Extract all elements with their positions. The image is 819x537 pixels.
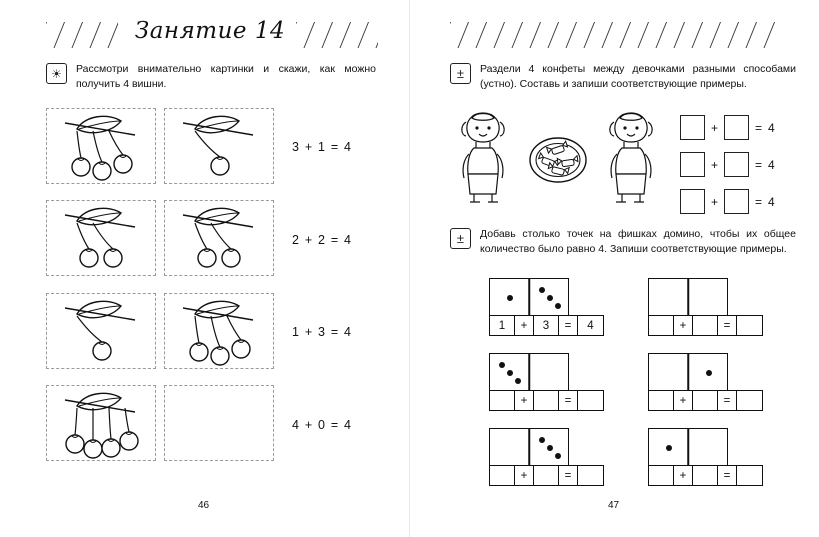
domino-tile <box>489 428 569 468</box>
task-1-text: Рассмотри внимательно картинки и скажи, как можно получить 4 вишни. <box>76 63 376 91</box>
plus-sign: + <box>674 466 693 485</box>
answer-strip <box>489 390 604 411</box>
answer-cell-b[interactable]: 3 <box>534 316 559 335</box>
answer-cell-b[interactable] <box>693 391 718 410</box>
cherry-cell-left <box>46 200 156 276</box>
decorative-hatch-top <box>450 22 780 48</box>
cherry-cell-left <box>46 385 156 461</box>
equals-sign: = <box>718 391 737 410</box>
decorative-hatch-left <box>46 22 118 48</box>
domino-pip <box>666 445 672 451</box>
cherry-cell-left <box>46 293 156 369</box>
answer-box[interactable] <box>724 115 749 140</box>
domino-pip <box>547 295 553 301</box>
plus-minus-icon: ± <box>450 63 471 84</box>
cherry-row <box>46 108 278 184</box>
answer-cell-a[interactable] <box>649 316 674 335</box>
answer-strip <box>489 465 604 486</box>
cherry-drawing <box>165 294 275 370</box>
domino-pip <box>555 303 561 309</box>
answer-cell-c[interactable]: 4 <box>587 319 594 332</box>
answer-strip <box>648 465 763 486</box>
page-title: Занятие 14 <box>134 18 286 44</box>
cherry-drawing <box>47 294 157 370</box>
page-number-left: 46 <box>198 500 210 511</box>
task-3-text: Добавь столько точек на фишках домино, чтобы их общее количество было равно 4. Запиши соответствующие примеры. <box>480 228 796 256</box>
equals-sign: = <box>559 391 578 410</box>
girls-with-candy-illustration <box>458 108 658 206</box>
cherry-drawing <box>165 201 275 277</box>
answer-box[interactable] <box>724 189 749 214</box>
sum-line <box>680 189 775 214</box>
answer-cell-a[interactable] <box>490 466 515 485</box>
cherry-drawing <box>47 386 157 462</box>
answer-cell-a[interactable] <box>649 391 674 410</box>
equation: 1 + 3 = 4 <box>292 325 353 339</box>
answer-box[interactable] <box>724 152 749 177</box>
decorative-hatch-right <box>296 22 378 48</box>
plus-sign: + <box>515 391 534 410</box>
equation: 4 + 0 = 4 <box>292 418 353 432</box>
domino-divider <box>528 354 530 392</box>
domino-divider <box>687 429 689 467</box>
page-number-right: 47 <box>608 500 620 511</box>
domino-pip <box>515 378 521 384</box>
equation: 2 + 2 = 4 <box>292 233 353 247</box>
domino-pip <box>499 362 505 368</box>
cherry-cell-right <box>164 200 274 276</box>
plus-sign: + <box>711 194 719 209</box>
domino-pip <box>507 295 513 301</box>
answer-cell-a[interactable] <box>649 466 674 485</box>
domino-pip <box>547 445 553 451</box>
domino-divider <box>528 429 530 467</box>
cherry-row <box>46 293 278 369</box>
domino-pip <box>539 287 545 293</box>
cherry-row <box>46 200 278 276</box>
cherry-drawing <box>47 201 157 277</box>
equals-sign: = <box>755 120 763 135</box>
answer-cell-b[interactable] <box>693 316 718 335</box>
plus-sign: + <box>711 157 719 172</box>
equals-sign: = <box>559 316 578 335</box>
answer-cell-b[interactable] <box>534 466 559 485</box>
cherry-cell-right <box>164 108 274 184</box>
result-value: 4 <box>768 194 775 209</box>
lightbulb-icon: ☀ <box>46 63 67 84</box>
domino-tile <box>648 428 728 468</box>
domino-pip <box>555 453 561 459</box>
equals-sign: = <box>718 316 737 335</box>
cherry-drawing <box>47 109 157 185</box>
answer-cell-c[interactable] <box>737 466 762 485</box>
sum-line <box>680 115 775 140</box>
equals-sign: = <box>718 466 737 485</box>
cherry-cell-right <box>164 293 274 369</box>
plus-sign: + <box>515 316 534 335</box>
domino-tile <box>489 353 569 393</box>
answer-cell-c[interactable] <box>737 391 762 410</box>
domino-pip <box>539 437 545 443</box>
equation: 3 + 1 = 4 <box>292 140 353 154</box>
answer-cell-c[interactable] <box>578 466 603 485</box>
answer-cell-c[interactable] <box>737 316 762 335</box>
answer-cell-a[interactable]: 1 <box>490 316 515 335</box>
domino-divider <box>528 279 530 317</box>
answer-box[interactable] <box>680 152 705 177</box>
domino-tile <box>489 278 569 318</box>
answer-box[interactable] <box>680 115 705 140</box>
answer-strip <box>648 315 763 336</box>
plus-sign: + <box>711 120 719 135</box>
domino-divider <box>687 279 689 317</box>
left-page <box>0 0 409 537</box>
equals-sign: = <box>755 157 763 172</box>
plus-minus-icon: ± <box>450 228 471 249</box>
equals-sign: = <box>559 466 578 485</box>
answer-cell-c[interactable] <box>578 391 603 410</box>
domino-divider <box>687 354 689 392</box>
cherry-row <box>46 385 278 461</box>
equals-sign: = <box>755 194 763 209</box>
domino-tile <box>648 278 728 318</box>
answer-box[interactable] <box>680 189 705 214</box>
answer-strip <box>648 390 763 411</box>
domino-pip <box>507 370 513 376</box>
sum-line <box>680 152 775 177</box>
cherry-drawing <box>165 109 275 185</box>
result-value: 4 <box>768 157 775 172</box>
domino-tile <box>648 353 728 393</box>
answer-strip <box>489 315 604 336</box>
cherry-cell-left <box>46 108 156 184</box>
plus-sign: + <box>515 466 534 485</box>
cherry-cell-right <box>164 385 274 461</box>
domino-pip <box>706 370 712 376</box>
plus-sign: + <box>674 316 693 335</box>
answer-cell-b[interactable] <box>693 466 718 485</box>
answer-cell-b[interactable] <box>534 391 559 410</box>
cherry-drawing <box>165 386 275 462</box>
answer-cell-a[interactable] <box>490 391 515 410</box>
task-2-text: Раздели 4 конфеты между девочками разными способами (устно). Составь и запиши соответствующие примеры. <box>480 63 796 91</box>
plus-sign: + <box>674 391 693 410</box>
result-value: 4 <box>768 120 775 135</box>
